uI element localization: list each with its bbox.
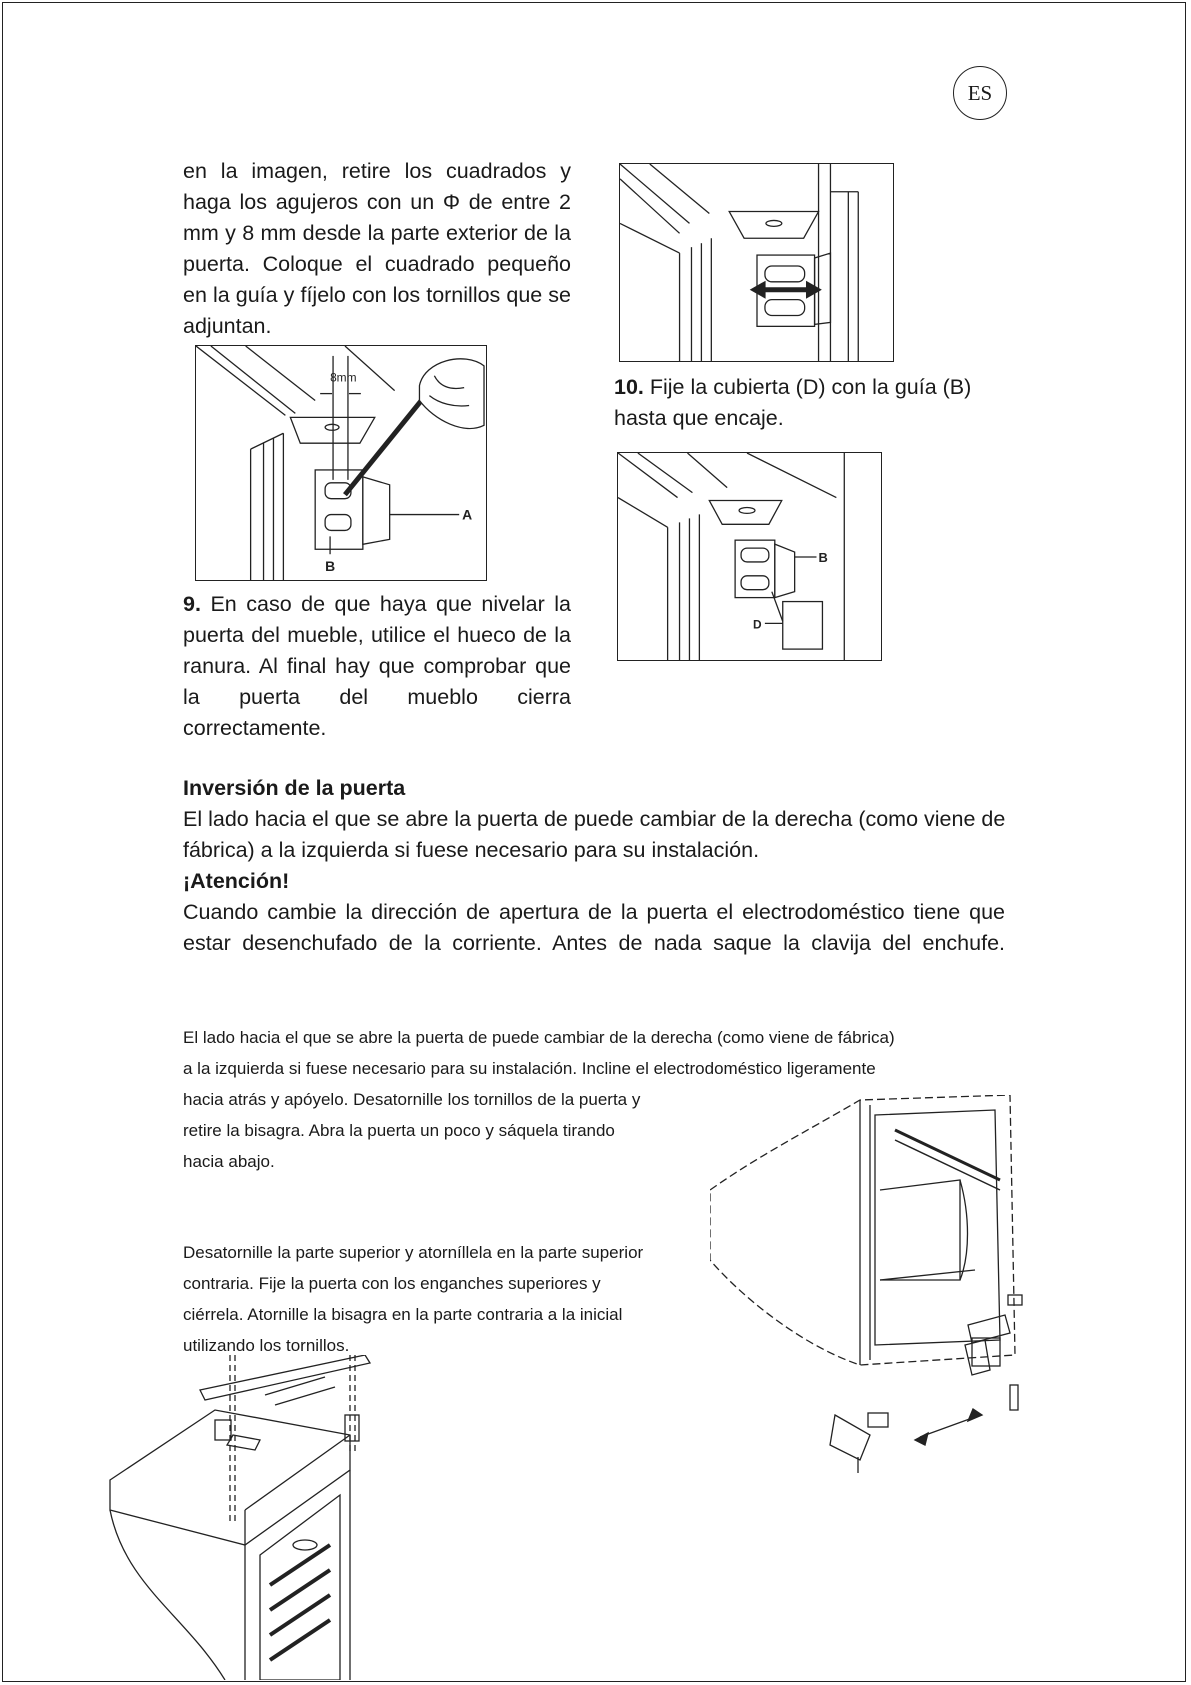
section-intro: El lado hacia el que se abre la puerta de puede cambiar de la derecha (como viene de fábrica) a la izquierda si fuese necesario para su instalación.	[183, 807, 1006, 862]
figure-guide-adjust	[619, 163, 894, 362]
dimension-label: 8mm	[330, 370, 357, 385]
illustration-appliance-hinge	[710, 1095, 1025, 1475]
intro-paragraph: en la imagen, retire los cuadrados y haga los agujeros con un Φ de entre 2 mm y 8 mm desde la parte exterior de la puerta. Coloque el cuadrado pequeño en la guía y fíjelo con los tornillos que se adjuntan.	[183, 159, 571, 338]
figure-cover-fit	[617, 452, 882, 661]
step-9-number: 9.	[183, 592, 201, 616]
figure-drill-holes	[195, 345, 487, 581]
step-9-text: En caso de que haya que nivelar la puerta del mueble, utilice el hueco de la ranura. Al final hay que comprobar que la puerta del mueblo cierra correctamente.	[183, 592, 571, 740]
section-title: Inversión de la puerta	[183, 776, 406, 800]
label-b: B	[325, 558, 336, 575]
label-a: A	[462, 506, 473, 523]
illustration-top-hinge	[105, 1355, 435, 1680]
label-d: D	[752, 617, 762, 632]
warning-title: ¡Atención!	[183, 869, 290, 893]
para1-line1: El lado hacia el que se abre la puerta de puede cambiar de la derecha (como viene de fábrica)	[183, 1028, 895, 1047]
language-badge: ES	[953, 66, 1007, 120]
para1-line2: a la izquierda si fuese necesario para su instalación. Incline el electrodoméstico ligeramente	[183, 1059, 876, 1078]
warning-text: Cuando cambie la dirección de apertura de la puerta el electrodoméstico tiene que estar desenchufado de la corriente. Antes de nada saque la clavija del enchufe.	[183, 900, 1005, 955]
step-10-text: Fije la cubierta (D) con la guía (B) hasta que encaje.	[614, 375, 972, 430]
step-10	[614, 372, 1014, 434]
step-9	[183, 589, 571, 744]
step-10-number: 10.	[614, 375, 644, 399]
label-b-right: B	[818, 549, 828, 565]
para2: Desatornille la parte superior y atorníllela en la parte superior contraria. Fije la puerta con los enganches superiores y ciérrela. Atornille la bisagra en la parte contraria a la inicial utilizando los tornillos.	[183, 1243, 644, 1355]
para1-rest: hacia atrás y apóyelo. Desatornille los tornillos de la puerta y retire la bisagra. Abra la puerta un poco y sáquela tirando hacia abajo.	[183, 1090, 641, 1171]
